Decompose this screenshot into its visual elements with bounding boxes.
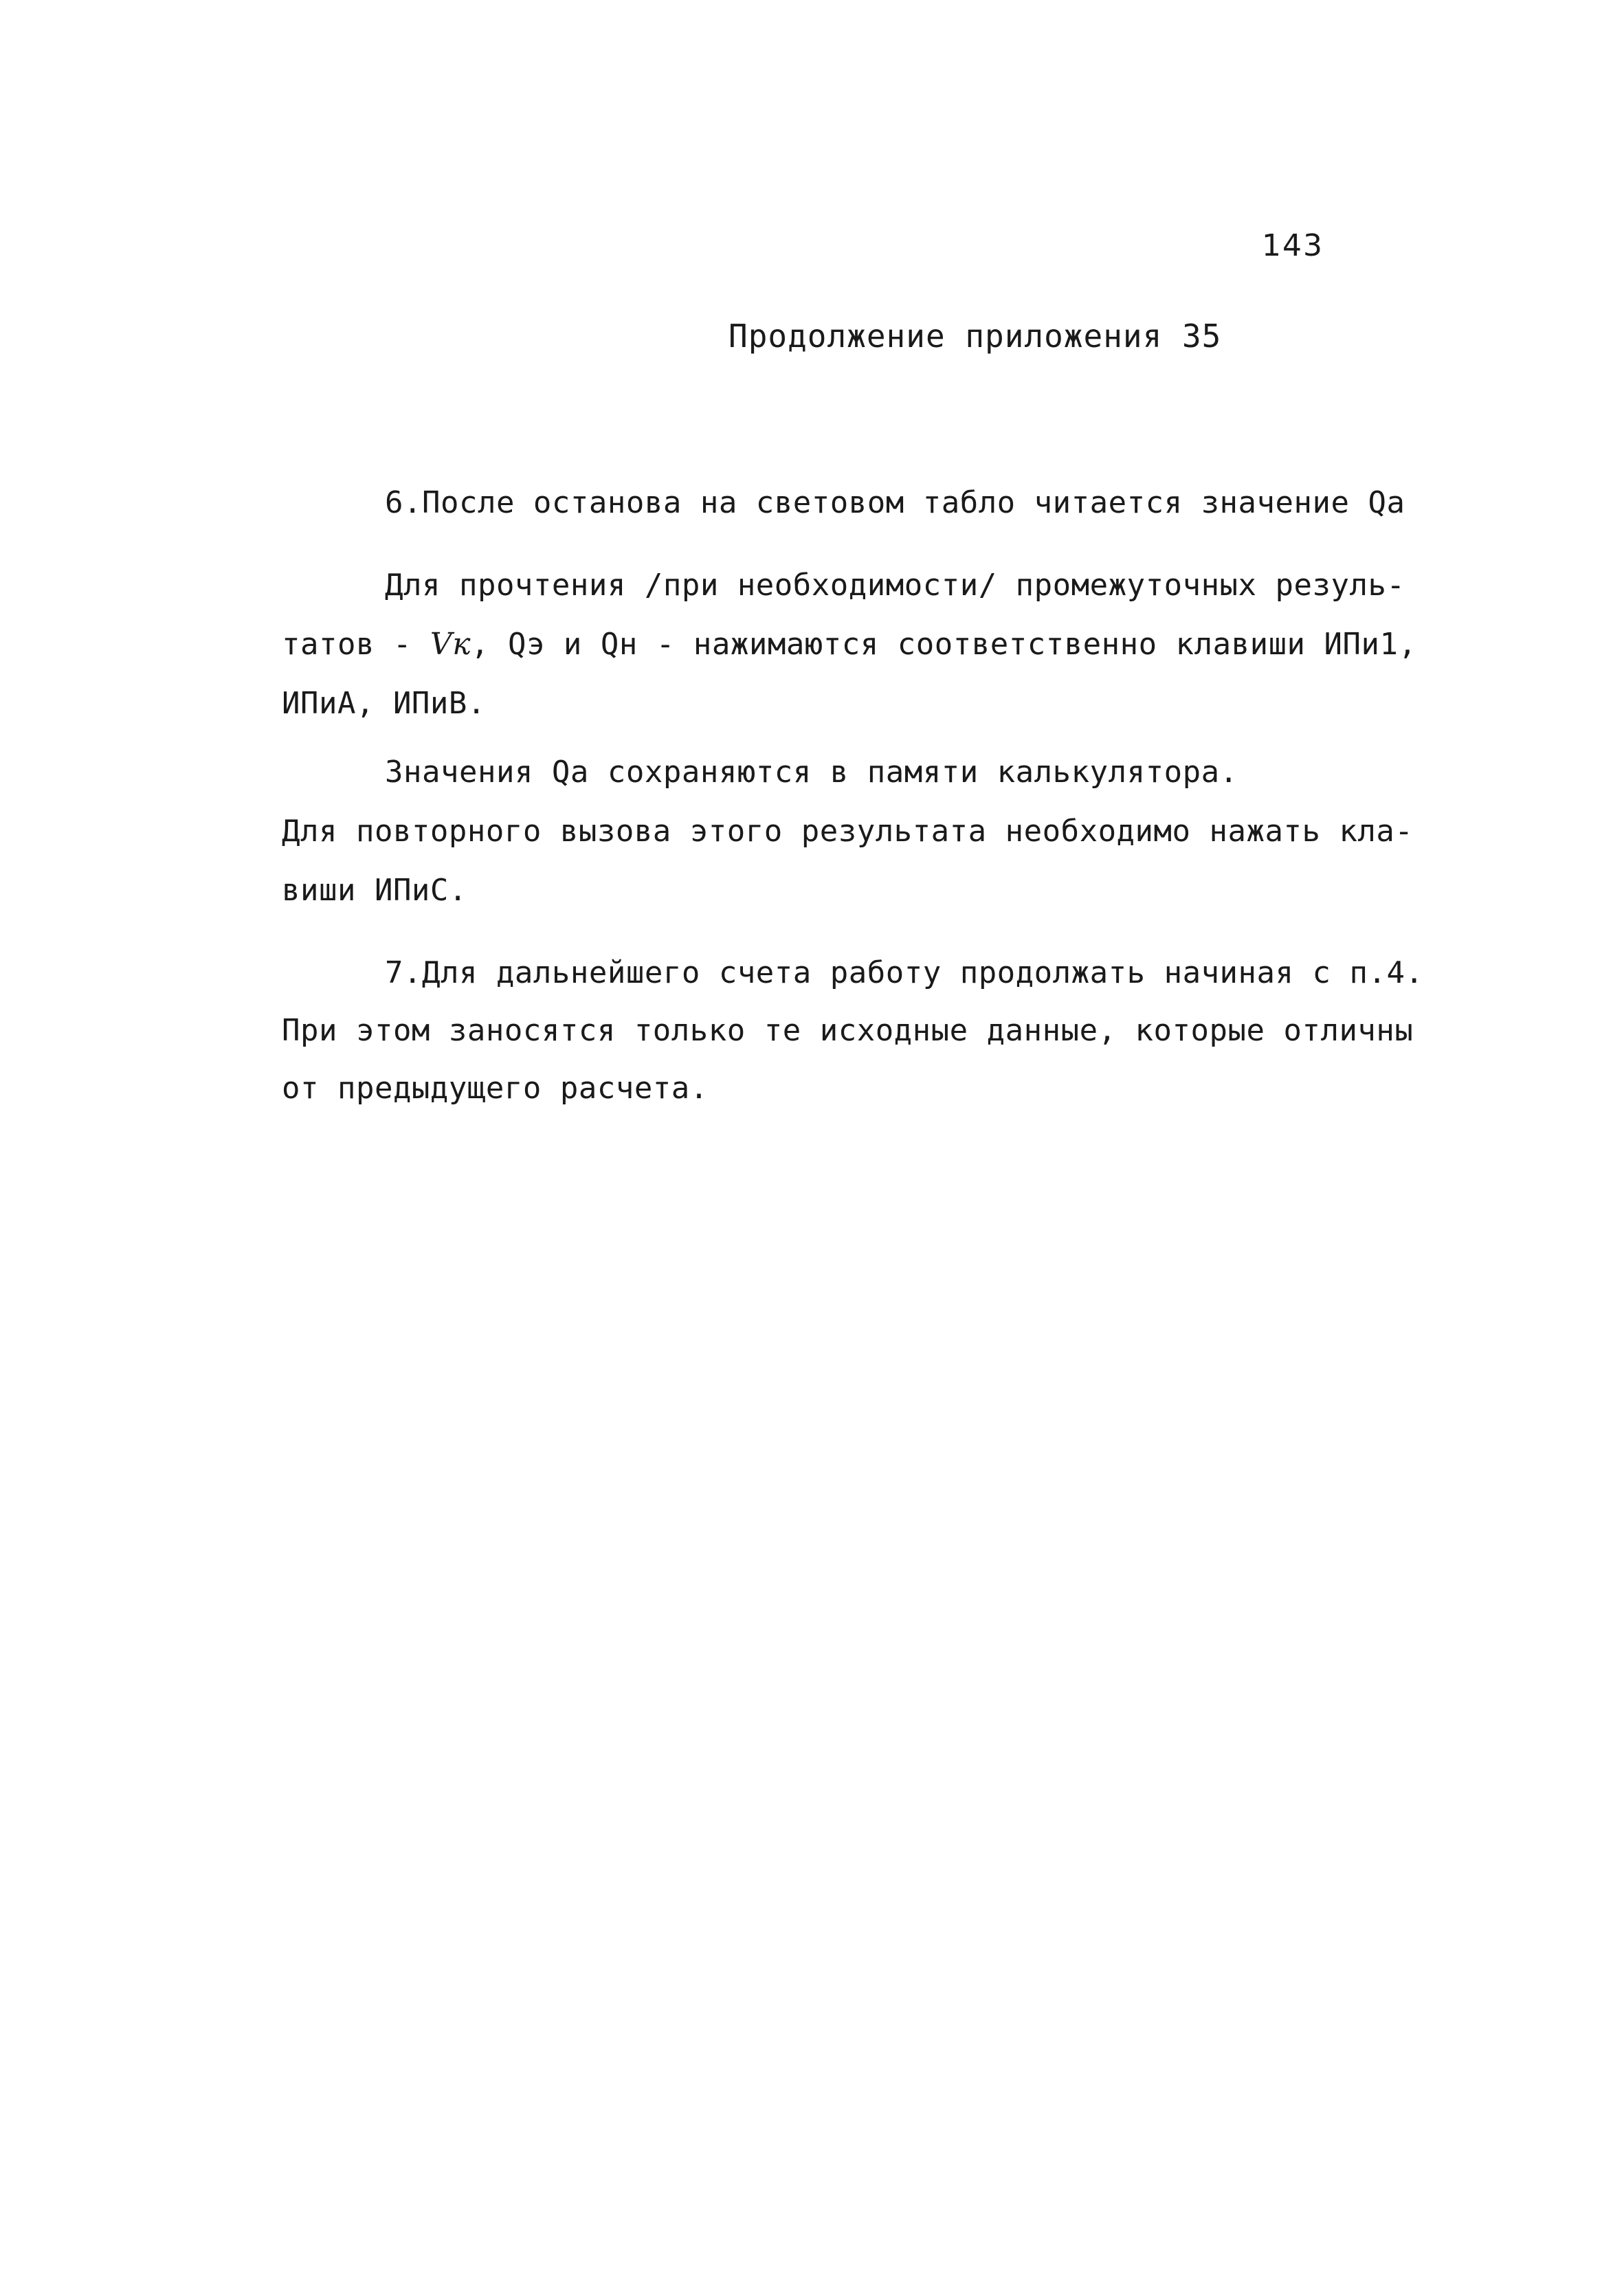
paragraph-read-line-2-end: , Qэ и Qн - нажимаются соответственно клавиши ИПи1, <box>470 627 1417 662</box>
page-number: 143 <box>1262 228 1324 263</box>
paragraph-read-line-3: ИПиА, ИПиВ. <box>282 686 486 721</box>
paragraph-read-line-2-start: татов - <box>282 627 430 662</box>
paragraph-7-line-3: от предыдущего расчета. <box>282 1071 709 1106</box>
paragraph-7-line-1: 7.Для дальнейшего счета работу продолжать начиная с п.4. <box>385 955 1424 990</box>
paragraph-7-line-2: При этом заносятся только те исходные данные, которые отличны <box>282 1013 1414 1048</box>
page-heading: Продолжение приложения 35 <box>728 318 1222 355</box>
paragraph-6: 6.После останова на световом табло читается значение Qа <box>385 485 1405 520</box>
velocity-symbol: Vк <box>430 627 471 662</box>
paragraph-save-line-2: Для повторного вызова этого результата необходимо нажать кла- <box>282 814 1414 849</box>
paragraph-save-line-3: виши ИПиС. <box>282 873 467 908</box>
paragraph-read-line-1: Для прочтения /при необходимости/ промежуточных резуль- <box>385 568 1405 603</box>
paragraph-read-line-2 <box>282 627 1417 662</box>
paragraph-save-line-1: Значения Qа сохраняются в памяти калькулятора. <box>385 755 1238 790</box>
